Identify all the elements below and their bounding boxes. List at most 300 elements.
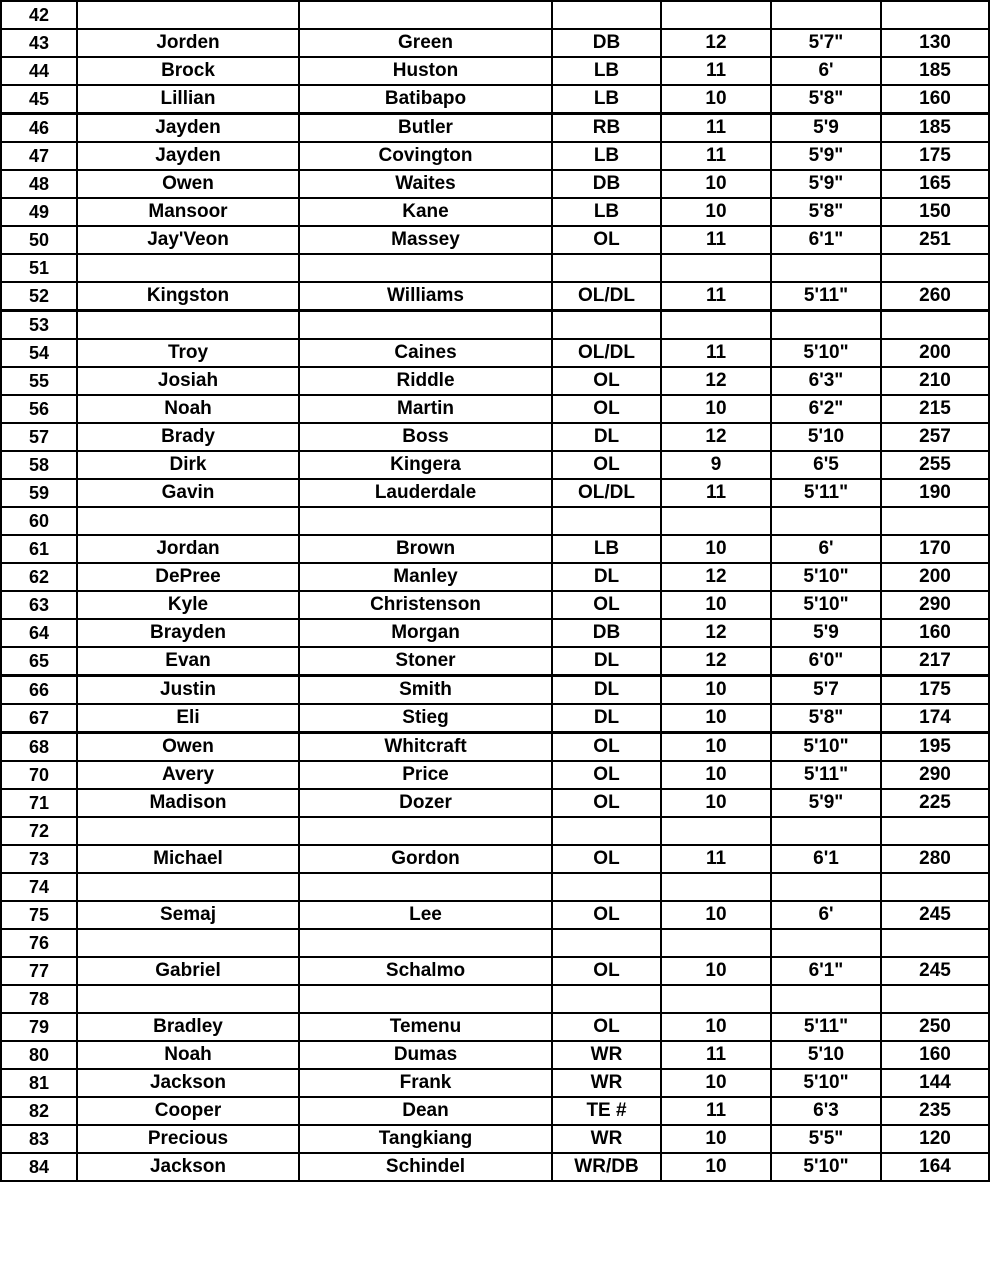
weight-cell [881,929,989,957]
position-cell: OL [552,733,661,762]
first-name-cell: Dirk [77,451,299,479]
player-number-cell: 71 [1,789,77,817]
last-name-cell: Green [299,29,552,57]
player-number-cell: 65 [1,647,77,676]
first-name-cell: Cooper [77,1097,299,1125]
first-name-cell: Noah [77,1041,299,1069]
position-cell: OL [552,789,661,817]
height-cell: 6' [771,901,881,929]
first-name-cell: Precious [77,1125,299,1153]
height-cell: 5'7 [771,676,881,705]
weight-cell: 144 [881,1069,989,1097]
height-cell: 5'9" [771,142,881,170]
height-cell [771,311,881,340]
player-number-cell: 72 [1,817,77,845]
player-number-cell: 43 [1,29,77,57]
height-cell [771,1,881,29]
grade-cell: 11 [661,57,771,85]
player-number-cell: 42 [1,1,77,29]
first-name-cell [77,507,299,535]
weight-cell: 185 [881,114,989,143]
first-name-cell: Gavin [77,479,299,507]
last-name-cell: Tangkiang [299,1125,552,1153]
player-number-cell: 57 [1,423,77,451]
height-cell: 6'0" [771,647,881,676]
player-number-cell: 84 [1,1153,77,1181]
grade-cell: 11 [661,226,771,254]
last-name-cell: Gordon [299,845,552,873]
first-name-cell: Jayden [77,114,299,143]
last-name-cell: Manley [299,563,552,591]
table-row [1,676,989,705]
position-cell: DB [552,170,661,198]
roster-body [1,1,989,1181]
table-row [1,254,989,282]
player-number-cell: 63 [1,591,77,619]
first-name-cell: Owen [77,170,299,198]
position-cell: OL [552,451,661,479]
grade-cell: 11 [661,1041,771,1069]
height-cell: 5'9 [771,114,881,143]
player-number-cell: 73 [1,845,77,873]
weight-cell: 250 [881,1013,989,1041]
grade-cell: 10 [661,1153,771,1181]
weight-cell: 150 [881,198,989,226]
position-cell: OL/DL [552,282,661,311]
grade-cell: 10 [661,789,771,817]
height-cell: 5'11" [771,1013,881,1041]
player-number-cell: 60 [1,507,77,535]
player-number-cell: 64 [1,619,77,647]
height-cell: 5'10" [771,563,881,591]
first-name-cell [77,929,299,957]
player-number-cell: 68 [1,733,77,762]
grade-cell: 10 [661,1125,771,1153]
height-cell: 5'7" [771,29,881,57]
grade-cell [661,985,771,1013]
height-cell: 5'9" [771,170,881,198]
last-name-cell: Dozer [299,789,552,817]
table-row [1,57,989,85]
last-name-cell [299,817,552,845]
first-name-cell: DePree [77,563,299,591]
player-number-cell: 46 [1,114,77,143]
height-cell: 5'11" [771,479,881,507]
first-name-cell [77,985,299,1013]
last-name-cell: Price [299,761,552,789]
height-cell [771,507,881,535]
grade-cell: 10 [661,395,771,423]
grade-cell [661,929,771,957]
table-row [1,85,989,114]
weight-cell: 120 [881,1125,989,1153]
player-number-cell: 50 [1,226,77,254]
height-cell: 6' [771,535,881,563]
table-row [1,226,989,254]
player-number-cell: 58 [1,451,77,479]
table-row [1,423,989,451]
weight-cell: 160 [881,1041,989,1069]
grade-cell: 10 [661,85,771,114]
player-number-cell: 76 [1,929,77,957]
grade-cell: 12 [661,563,771,591]
height-cell: 5'11" [771,761,881,789]
first-name-cell: Jackson [77,1069,299,1097]
grade-cell: 12 [661,619,771,647]
first-name-cell: Brady [77,423,299,451]
weight-cell: 290 [881,761,989,789]
position-cell: DB [552,29,661,57]
first-name-cell [77,1,299,29]
first-name-cell: Owen [77,733,299,762]
grade-cell: 11 [661,1097,771,1125]
player-number-cell: 79 [1,1013,77,1041]
last-name-cell: Morgan [299,619,552,647]
player-number-cell: 83 [1,1125,77,1153]
table-row [1,311,989,340]
player-number-cell: 82 [1,1097,77,1125]
first-name-cell: Brayden [77,619,299,647]
height-cell [771,817,881,845]
last-name-cell: Covington [299,142,552,170]
position-cell: LB [552,142,661,170]
last-name-cell: Kane [299,198,552,226]
player-number-cell: 45 [1,85,77,114]
height-cell: 6' [771,57,881,85]
position-cell: OL [552,395,661,423]
weight-cell: 160 [881,85,989,114]
height-cell: 5'11" [771,282,881,311]
height-cell: 5'8" [771,704,881,733]
last-name-cell: Riddle [299,367,552,395]
grade-cell: 10 [661,733,771,762]
player-number-cell: 56 [1,395,77,423]
grade-cell: 10 [661,901,771,929]
player-number-cell: 55 [1,367,77,395]
height-cell: 6'1" [771,226,881,254]
position-cell: OL [552,761,661,789]
last-name-cell: Whitcraft [299,733,552,762]
first-name-cell [77,873,299,901]
table-row [1,817,989,845]
height-cell: 5'10" [771,1069,881,1097]
position-cell: DL [552,647,661,676]
last-name-cell: Massey [299,226,552,254]
weight-cell [881,1,989,29]
table-row [1,929,989,957]
last-name-cell [299,311,552,340]
height-cell: 6'3" [771,367,881,395]
player-number-cell: 47 [1,142,77,170]
table-row [1,1125,989,1153]
position-cell: OL [552,901,661,929]
table-row [1,845,989,873]
first-name-cell: Michael [77,845,299,873]
weight-cell: 170 [881,535,989,563]
table-row [1,142,989,170]
table-row [1,619,989,647]
last-name-cell [299,254,552,282]
grade-cell: 10 [661,957,771,985]
weight-cell: 195 [881,733,989,762]
grade-cell: 12 [661,29,771,57]
weight-cell: 175 [881,676,989,705]
weight-cell: 255 [881,451,989,479]
last-name-cell [299,1,552,29]
grade-cell: 10 [661,170,771,198]
position-cell: OL/DL [552,339,661,367]
table-row [1,507,989,535]
player-number-cell: 74 [1,873,77,901]
grade-cell [661,1,771,29]
weight-cell: 210 [881,367,989,395]
table-row [1,1041,989,1069]
weight-cell: 217 [881,647,989,676]
grade-cell: 11 [661,339,771,367]
first-name-cell: Troy [77,339,299,367]
height-cell: 5'9" [771,789,881,817]
position-cell: OL/DL [552,479,661,507]
weight-cell: 215 [881,395,989,423]
height-cell: 5'10" [771,339,881,367]
weight-cell [881,254,989,282]
weight-cell: 260 [881,282,989,311]
last-name-cell: Martin [299,395,552,423]
weight-cell: 251 [881,226,989,254]
height-cell: 5'10" [771,1153,881,1181]
weight-cell [881,507,989,535]
grade-cell: 10 [661,761,771,789]
table-row [1,873,989,901]
first-name-cell: Mansoor [77,198,299,226]
weight-cell: 175 [881,142,989,170]
weight-cell: 185 [881,57,989,85]
first-name-cell: Noah [77,395,299,423]
position-cell: DL [552,704,661,733]
weight-cell: 257 [881,423,989,451]
height-cell [771,873,881,901]
position-cell: LB [552,198,661,226]
weight-cell [881,873,989,901]
last-name-cell: Stieg [299,704,552,733]
last-name-cell: Stoner [299,647,552,676]
position-cell: WR [552,1069,661,1097]
height-cell: 6'3 [771,1097,881,1125]
first-name-cell: Eli [77,704,299,733]
position-cell: DL [552,676,661,705]
weight-cell: 130 [881,29,989,57]
last-name-cell [299,873,552,901]
last-name-cell: Huston [299,57,552,85]
first-name-cell: Jorden [77,29,299,57]
position-cell [552,1,661,29]
position-cell [552,929,661,957]
grade-cell: 12 [661,367,771,395]
last-name-cell: Temenu [299,1013,552,1041]
table-row [1,282,989,311]
grade-cell: 11 [661,479,771,507]
player-number-cell: 49 [1,198,77,226]
height-cell: 5'5" [771,1125,881,1153]
table-row [1,1,989,29]
first-name-cell: Avery [77,761,299,789]
grade-cell: 10 [661,591,771,619]
position-cell: LB [552,535,661,563]
last-name-cell: Batibapo [299,85,552,114]
height-cell: 6'2" [771,395,881,423]
height-cell: 5'8" [771,85,881,114]
position-cell: WR [552,1125,661,1153]
player-number-cell: 61 [1,535,77,563]
player-number-cell: 77 [1,957,77,985]
grade-cell: 12 [661,647,771,676]
weight-cell: 174 [881,704,989,733]
grade-cell [661,311,771,340]
height-cell: 5'9 [771,619,881,647]
grade-cell [661,817,771,845]
first-name-cell [77,311,299,340]
position-cell: OL [552,226,661,254]
table-row [1,451,989,479]
height-cell: 5'10" [771,733,881,762]
last-name-cell [299,985,552,1013]
first-name-cell: Jayden [77,142,299,170]
last-name-cell: Smith [299,676,552,705]
player-number-cell: 66 [1,676,77,705]
position-cell: RB [552,114,661,143]
weight-cell: 200 [881,339,989,367]
position-cell: DB [552,619,661,647]
position-cell: OL [552,591,661,619]
player-number-cell: 44 [1,57,77,85]
grade-cell: 11 [661,282,771,311]
first-name-cell: Jordan [77,535,299,563]
first-name-cell: Jay'Veon [77,226,299,254]
grade-cell: 10 [661,198,771,226]
height-cell: 5'10" [771,591,881,619]
last-name-cell: Caines [299,339,552,367]
last-name-cell: Lee [299,901,552,929]
table-row [1,1069,989,1097]
grade-cell: 11 [661,114,771,143]
table-row [1,1013,989,1041]
player-number-cell: 54 [1,339,77,367]
last-name-cell: Kingera [299,451,552,479]
table-row [1,1153,989,1181]
position-cell: WR [552,1041,661,1069]
weight-cell [881,311,989,340]
last-name-cell: Frank [299,1069,552,1097]
first-name-cell [77,817,299,845]
weight-cell: 290 [881,591,989,619]
first-name-cell: Lillian [77,85,299,114]
grade-cell [661,507,771,535]
table-row [1,114,989,143]
grade-cell: 11 [661,845,771,873]
position-cell [552,311,661,340]
weight-cell [881,817,989,845]
player-number-cell: 59 [1,479,77,507]
table-row [1,647,989,676]
last-name-cell: Schindel [299,1153,552,1181]
table-row [1,29,989,57]
table-row [1,985,989,1013]
player-number-cell: 48 [1,170,77,198]
height-cell: 5'10 [771,1041,881,1069]
table-row [1,789,989,817]
grade-cell: 10 [661,1069,771,1097]
player-number-cell: 78 [1,985,77,1013]
last-name-cell: Dean [299,1097,552,1125]
weight-cell: 165 [881,170,989,198]
player-number-cell: 81 [1,1069,77,1097]
first-name-cell: Justin [77,676,299,705]
first-name-cell: Madison [77,789,299,817]
last-name-cell: Williams [299,282,552,311]
player-number-cell: 70 [1,761,77,789]
position-cell: OL [552,957,661,985]
weight-cell: 235 [881,1097,989,1125]
grade-cell: 10 [661,1013,771,1041]
height-cell: 5'8" [771,198,881,226]
position-cell [552,873,661,901]
table-row [1,957,989,985]
table-row [1,479,989,507]
position-cell: WR/DB [552,1153,661,1181]
weight-cell [881,985,989,1013]
first-name-cell: Kyle [77,591,299,619]
last-name-cell: Schalmo [299,957,552,985]
weight-cell: 245 [881,957,989,985]
player-number-cell: 67 [1,704,77,733]
position-cell [552,254,661,282]
position-cell: TE # [552,1097,661,1125]
player-number-cell: 51 [1,254,77,282]
grade-cell: 12 [661,423,771,451]
weight-cell: 245 [881,901,989,929]
position-cell: OL [552,845,661,873]
last-name-cell: Christenson [299,591,552,619]
table-row [1,733,989,762]
height-cell: 6'5 [771,451,881,479]
table-row [1,761,989,789]
table-row [1,563,989,591]
grade-cell [661,254,771,282]
grade-cell [661,873,771,901]
weight-cell: 164 [881,1153,989,1181]
table-row [1,591,989,619]
player-number-cell: 62 [1,563,77,591]
position-cell: OL [552,367,661,395]
first-name-cell [77,254,299,282]
weight-cell: 225 [881,789,989,817]
grade-cell: 11 [661,142,771,170]
weight-cell: 160 [881,619,989,647]
last-name-cell: Butler [299,114,552,143]
player-number-cell: 52 [1,282,77,311]
first-name-cell: Jackson [77,1153,299,1181]
position-cell [552,507,661,535]
last-name-cell: Brown [299,535,552,563]
table-row [1,535,989,563]
position-cell [552,817,661,845]
table-row [1,367,989,395]
table-row [1,1097,989,1125]
height-cell [771,985,881,1013]
table-row [1,704,989,733]
player-number-cell: 53 [1,311,77,340]
table-row [1,198,989,226]
